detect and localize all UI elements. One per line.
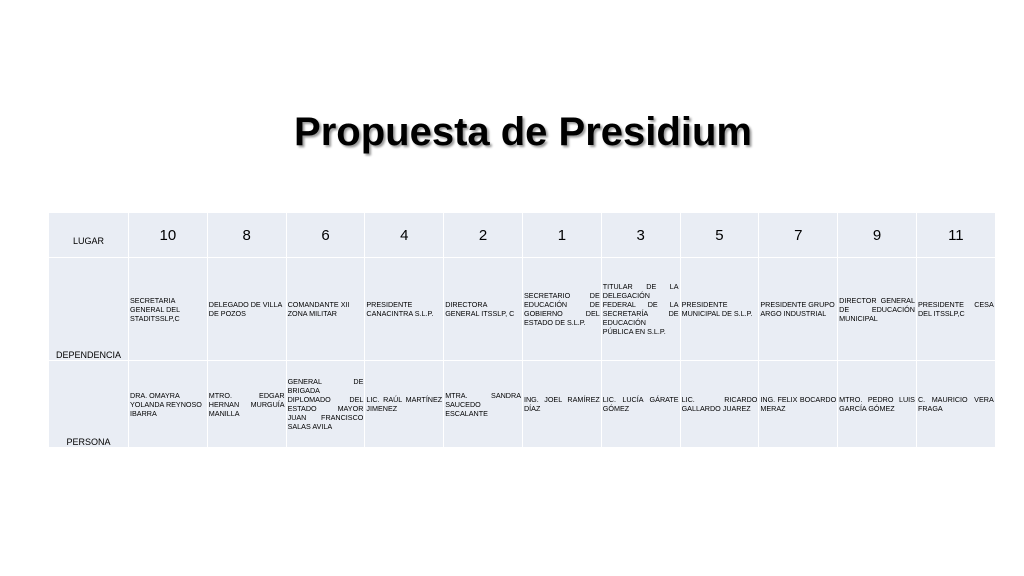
persona-cell: MTRO. PEDRO LUIS GARCÍA GÓMEZ: [838, 361, 917, 448]
persona-cell: GENERAL DE BRIGADA DIPLOMADO DEL ESTADO MAYOR JUAN FRANCISCO SALAS AVILA: [286, 361, 365, 448]
persona-cell: LIC. RAÚL MARTÍNEZ JIMENEZ: [365, 361, 444, 448]
lugar-row: [49, 213, 996, 258]
lugar-cell: 5: [680, 213, 759, 258]
dependencia-cell: PRESIDENTE CESA DEL ITSSLP,C: [916, 258, 995, 361]
lugar-cell: 2: [444, 213, 523, 258]
dependencia-cell: SECRETARIA GENERAL DEL STADITSSLP,C: [129, 258, 208, 361]
dependencia-cell: PRESIDENTE MUNICIPAL DE S.L.P.: [680, 258, 759, 361]
page-title: Propuesta de Presidium: [294, 110, 752, 154]
lugar-cell: 11: [916, 213, 995, 258]
lugar-cell: 4: [365, 213, 444, 258]
lugar-cell: 8: [207, 213, 286, 258]
persona-cell: MTRO. EDGAR HERNAN MURGUÍA MANILLA: [207, 361, 286, 448]
dependencia-cell: SECRETARIO DE EDUCACIÓN DE GOBIERNO DEL ESTADO DE S.L.P.: [522, 258, 601, 361]
dependencia-cell: PRESIDENTE GRUPO ARGO INDUSTRIAL: [759, 258, 838, 361]
lugar-cell: 6: [286, 213, 365, 258]
lugar-cell: 10: [129, 213, 208, 258]
persona-cell: C. MAURICIO VERA FRAGA: [916, 361, 995, 448]
dependencia-cell: DIRECTOR GENERAL DE EDUCACIÓN MUNICIPAL: [838, 258, 917, 361]
persona-cell: ING. JOEL RAMÍREZ DÍAZ: [522, 361, 601, 448]
lugar-cell: 1: [522, 213, 601, 258]
dependencia-cell: DIRECTORA GENERAL ITSSLP, C: [444, 258, 523, 361]
dependencia-cell: DELEGADO DE VILLA DE POZOS: [207, 258, 286, 361]
lugar-row-label: LUGAR: [49, 213, 129, 258]
persona-cell: LIC. LUCÍA GÁRATE GÓMEZ: [601, 361, 680, 448]
dependencia-row-label: DEPENDENCIA: [49, 258, 129, 361]
dependencia-cell: TITULAR DE LA DELEGACIÓN FEDERAL DE LA SECRETARÍA DE EDUCACIÓN PÚBLICA EN S.L.P.: [601, 258, 680, 361]
lugar-cell: 9: [838, 213, 917, 258]
dependencia-row: [49, 258, 996, 361]
persona-row: [49, 361, 996, 448]
persona-cell: DRA. OMAYRA YOLANDA REYNOSO IBARRA: [129, 361, 208, 448]
persona-cell: MTRA. SANDRA SAUCEDO ESCALANTE: [444, 361, 523, 448]
persona-cell: LIC. RICARDO GALLARDO JUAREZ: [680, 361, 759, 448]
dependencia-cell: PRESIDENTE CANACINTRA S.L.P.: [365, 258, 444, 361]
persona-cell: ING. FELIX BOCARDO MERAZ: [759, 361, 838, 448]
lugar-cell: 7: [759, 213, 838, 258]
dependencia-cell: COMANDANTE XII ZONA MILITAR: [286, 258, 365, 361]
persona-row-label: PERSONA: [49, 361, 129, 448]
presidium-table: [48, 212, 996, 448]
lugar-cell: 3: [601, 213, 680, 258]
